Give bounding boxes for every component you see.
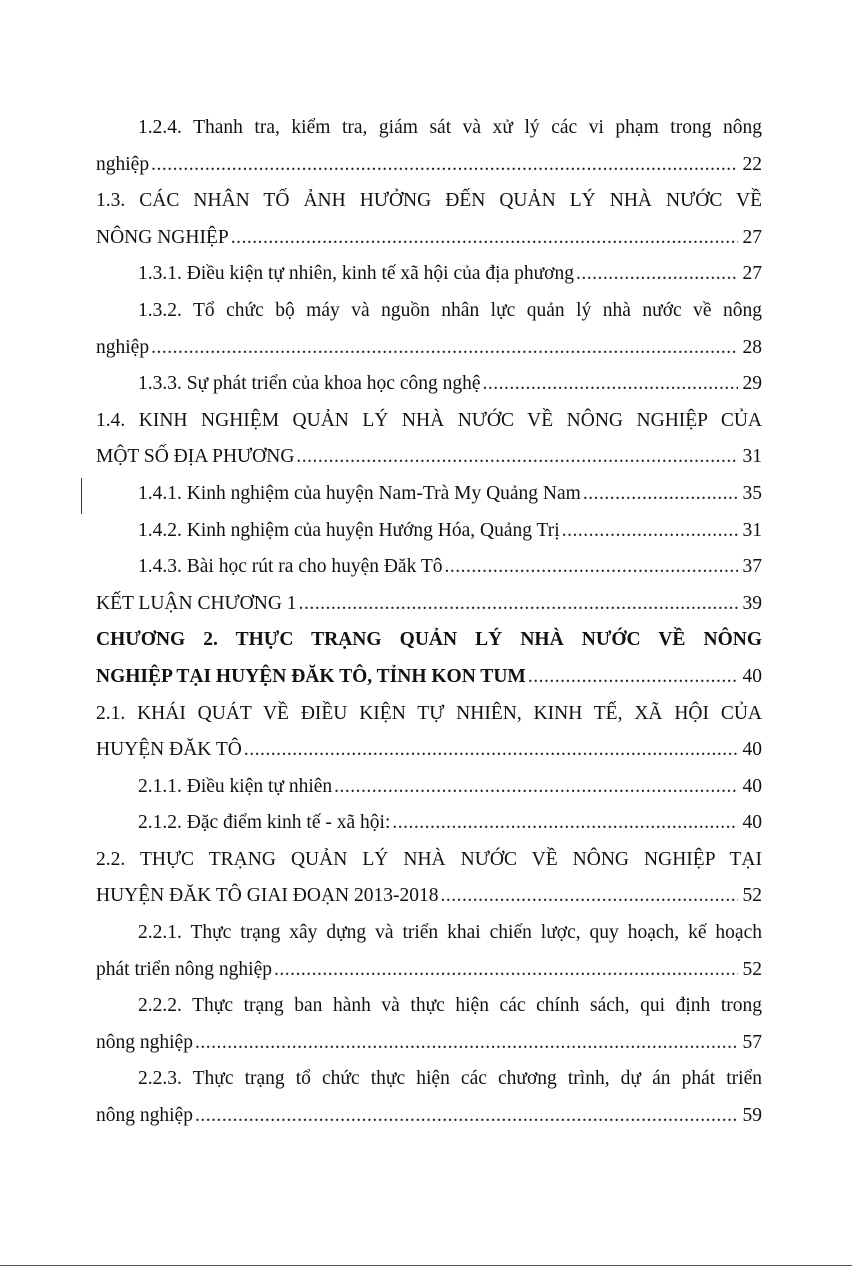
toc-entry-2-1-2[interactable] bbox=[96, 805, 762, 842]
toc-entry-text: 1.4. KINH NGHIỆM QUẢN LÝ NHÀ NƯỚC VỀ NÔNG NGHIỆP CỦA bbox=[96, 409, 762, 431]
dot-leader bbox=[576, 256, 738, 293]
toc-entry-text: 1.4.3. Bài học rút ra cho huyện Đăk Tô bbox=[138, 556, 443, 578]
dot-leader bbox=[231, 220, 738, 257]
text-cursor bbox=[81, 478, 82, 514]
dot-leader bbox=[244, 732, 738, 769]
page-number: 40 bbox=[742, 739, 762, 761]
toc-entry-2-2[interactable] bbox=[96, 842, 762, 915]
page-number: 37 bbox=[742, 556, 762, 578]
toc-entry-text: 2.1.1. Điều kiện tự nhiên bbox=[138, 775, 333, 797]
toc-entry-text: CHƯƠNG 2. THỰC TRẠNG QUẢN LÝ NHÀ NƯỚC VỀ NÔNG bbox=[96, 629, 762, 651]
dot-leader bbox=[151, 147, 738, 184]
toc-entry-text: 1.3.2. Tổ chức bộ máy và nguồn nhân lực quản lý nhà nước về nông bbox=[138, 299, 762, 321]
dot-leader bbox=[296, 439, 738, 476]
toc-entry-text: 2.2. THỰC TRẠNG QUẢN LÝ NHÀ NƯỚC VỀ NÔNG NGHIỆP TẠI bbox=[96, 848, 762, 870]
toc-entry-1-3-2[interactable] bbox=[96, 293, 762, 366]
page-number: 31 bbox=[742, 519, 762, 541]
page-number: 40 bbox=[742, 775, 762, 797]
page-number: 28 bbox=[742, 336, 762, 358]
page-number: 27 bbox=[742, 263, 762, 285]
page-number: 29 bbox=[742, 373, 762, 395]
toc-entry-text: MỘT SỐ ĐỊA PHƯƠNG bbox=[96, 446, 295, 468]
page-number: 40 bbox=[742, 812, 762, 834]
toc-entry-text: 1.4.2. Kinh nghiệm của huyện Hướng Hóa, Quảng Trị bbox=[138, 519, 560, 541]
dot-leader bbox=[440, 878, 738, 915]
toc-entry-text: 2.2.1. Thực trạng xây dựng và triển khai chiến lược, quy hoạch, kế hoạch bbox=[138, 922, 762, 944]
toc-entry-2-2-1[interactable] bbox=[96, 915, 762, 988]
page-bottom-rule bbox=[0, 1265, 852, 1266]
toc-entry-text: nông nghiệp bbox=[96, 1031, 193, 1053]
dot-leader bbox=[334, 769, 738, 806]
dot-leader bbox=[483, 366, 738, 403]
toc-entry-ket-luan-chuong-1[interactable] bbox=[96, 586, 762, 623]
dot-leader bbox=[299, 586, 738, 623]
toc-entry-chuong-2[interactable] bbox=[96, 622, 762, 695]
page-number: 52 bbox=[742, 958, 762, 980]
page-number: 59 bbox=[742, 1105, 762, 1127]
page-number: 27 bbox=[742, 226, 762, 248]
toc-entry-text: 1.3. CÁC NHÂN TỐ ẢNH HƯỞNG ĐẾN QUẢN LÝ NHÀ NƯỚC VỀ bbox=[96, 190, 762, 212]
dot-leader bbox=[195, 1025, 738, 1062]
dot-leader bbox=[151, 330, 738, 367]
toc-entry-1-3-3[interactable] bbox=[96, 366, 762, 403]
toc-entry-text: 1.3.1. Điều kiện tự nhiên, kinh tế xã hội của địa phương bbox=[138, 263, 574, 285]
toc-entry-1-4[interactable] bbox=[96, 403, 762, 476]
toc-entry-text: NGHIỆP TẠI HUYỆN ĐĂK TÔ, TỈNH KON TUM bbox=[96, 665, 526, 687]
page-number: 39 bbox=[742, 592, 762, 614]
toc-entry-text: HUYỆN ĐĂK TÔ GIAI ĐOẠN 2013-2018 bbox=[96, 885, 439, 907]
dot-leader bbox=[562, 513, 738, 550]
toc-entry-1-4-2[interactable] bbox=[96, 513, 762, 550]
dot-leader bbox=[528, 659, 738, 696]
toc-entry-text: nghiệp bbox=[96, 153, 150, 175]
toc-entry-text: HUYỆN ĐĂK TÔ bbox=[96, 739, 242, 761]
toc-entry-2-2-2[interactable] bbox=[96, 988, 762, 1061]
toc-entry-text: 2.2.2. Thực trạng ban hành và thực hiện các chính sách, qui định trong bbox=[138, 995, 762, 1017]
dot-leader bbox=[445, 549, 738, 586]
toc-entry-text: nông nghiệp bbox=[96, 1105, 193, 1127]
toc-entry-2-1[interactable] bbox=[96, 696, 762, 769]
toc-entry-1-3[interactable] bbox=[96, 183, 762, 256]
toc-entry-text: 1.2.4. Thanh tra, kiểm tra, giám sát và xử lý các vi phạm trong nông bbox=[138, 117, 762, 138]
dot-leader bbox=[392, 805, 738, 842]
toc-entry-text: NÔNG NGHIỆP bbox=[96, 226, 229, 248]
toc-entry-1-2-4[interactable] bbox=[96, 110, 762, 183]
dot-leader bbox=[583, 476, 738, 513]
toc-entry-2-1-1[interactable] bbox=[96, 769, 762, 806]
page-number: 31 bbox=[742, 446, 762, 468]
toc-entry-text: 1.4.1. Kinh nghiệm của huyện Nam-Trà My Quảng Nam bbox=[138, 482, 581, 504]
toc-entry-1-4-1[interactable] bbox=[96, 476, 762, 513]
page-number: 22 bbox=[742, 153, 762, 175]
toc-entry-text: KẾT LUẬN CHƯƠNG 1 bbox=[96, 592, 297, 614]
page-number: 40 bbox=[742, 665, 762, 687]
page-number: 57 bbox=[742, 1031, 762, 1053]
toc-entry-text: phát triển nông nghiệp bbox=[96, 958, 273, 980]
toc-entry-1-3-1[interactable] bbox=[96, 256, 762, 293]
toc-entry-text: 2.2.3. Thực trạng tổ chức thực hiện các chương trình, dự án phát triển bbox=[138, 1068, 762, 1090]
toc-entry-1-4-3[interactable] bbox=[96, 549, 762, 586]
toc-entry-2-2-3[interactable] bbox=[96, 1061, 762, 1134]
toc-entry-text: 1.3.3. Sự phát triển của khoa học công nghệ bbox=[138, 373, 481, 395]
page-number: 35 bbox=[742, 482, 762, 504]
toc-entry-text: 2.1.2. Đặc điểm kinh tế - xã hội: bbox=[138, 812, 391, 834]
toc-entry-text: 2.1. KHÁI QUÁT VỀ ĐIỀU KIỆN TỰ NHIÊN, KINH TẾ, XÃ HỘI CỦA bbox=[96, 702, 762, 724]
dot-leader bbox=[274, 952, 738, 989]
dot-leader bbox=[195, 1098, 738, 1135]
table-of-contents bbox=[96, 110, 762, 1135]
toc-entry-text: nghiệp bbox=[96, 336, 150, 358]
page-number: 52 bbox=[742, 885, 762, 907]
